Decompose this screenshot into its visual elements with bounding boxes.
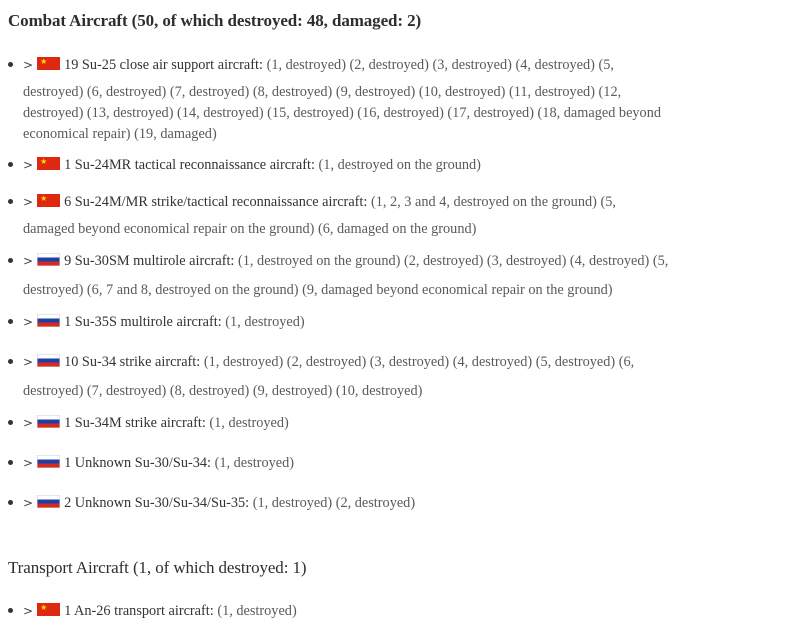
expand-arrow-icon[interactable]: > [23, 456, 34, 470]
evidence-links[interactable]: destroyed) (7, destroyed) (8, destroyed) (9, destroyed) (10, destroyed) [23, 383, 423, 399]
list-item [8, 54, 798, 144]
ru-flag-icon [37, 354, 60, 367]
evidence-links[interactable]: (1, destroyed) (2, destroyed) [252, 495, 416, 511]
evidence-links[interactable]: (1, destroyed) [225, 314, 305, 330]
ru-flag-icon [37, 253, 60, 266]
item-name: 10 Su-34 strike aircraft: [64, 354, 201, 370]
expand-arrow-icon[interactable]: > [23, 315, 34, 329]
item-name: 1 An-26 transport aircraft: [64, 603, 214, 619]
expand-arrow-icon[interactable]: > [23, 496, 34, 510]
bullet [8, 319, 13, 324]
cn-flag-icon: ★ [37, 157, 60, 170]
bullet [8, 162, 13, 167]
list-item [8, 250, 798, 300]
expand-arrow-icon[interactable]: > [23, 158, 34, 172]
evidence-links[interactable]: damaged beyond economical repair on the ground) (6, damaged on the ground) [23, 221, 477, 237]
item-name: 2 Unknown Su-30/Su-34/Su-35: [64, 495, 250, 511]
bullet [8, 420, 13, 425]
list-item [8, 351, 798, 401]
list-item [8, 191, 798, 239]
list-item [8, 311, 798, 333]
evidence-links[interactable]: destroyed) (13, destroyed) (14, destroyed) (15, destroyed) (16, destroyed) (17, destroyed) (18, damaged beyond [23, 105, 662, 121]
evidence-links[interactable]: (1, destroyed) (2, destroyed) (3, destroyed) (4, destroyed) (5, destroyed) (6, [203, 354, 635, 370]
expand-arrow-icon[interactable]: > [23, 195, 34, 209]
bullet [8, 62, 13, 67]
item-name: 6 Su-24M/MR strike/tactical reconnaissance aircraft: [64, 194, 368, 210]
evidence-links[interactable]: (1, destroyed) [214, 455, 294, 471]
bullet [8, 460, 13, 465]
list-item [8, 452, 798, 474]
evidence-links[interactable]: (1, destroyed on the ground) [318, 157, 481, 173]
evidence-links[interactable]: (1, destroyed) [217, 603, 297, 619]
evidence-links[interactable]: economical repair) (19, damaged) [23, 126, 217, 142]
ru-flag-icon [37, 415, 60, 428]
expand-arrow-icon[interactable]: > [23, 604, 34, 618]
bullet [8, 258, 13, 263]
list-item [8, 492, 798, 514]
evidence-links[interactable]: (1, 2, 3 and 4, destroyed on the ground) (5, [370, 194, 616, 210]
list-item [8, 154, 798, 176]
item-name: 1 Su-34M strike aircraft: [64, 415, 206, 431]
cn-flag-icon: ★ [37, 194, 60, 207]
item-name: 19 Su-25 close air support aircraft: [64, 57, 263, 73]
expand-arrow-icon[interactable]: > [23, 254, 34, 268]
cn-flag-icon: ★ [37, 57, 60, 70]
evidence-links[interactable]: (1, destroyed) (2, destroyed) (3, destroyed) (4, destroyed) (5, [266, 57, 614, 73]
bullet [8, 608, 13, 613]
expand-arrow-icon[interactable]: > [23, 355, 34, 369]
bullet [8, 359, 13, 364]
ru-flag-icon [37, 314, 60, 327]
expand-arrow-icon[interactable]: > [23, 416, 34, 430]
expand-arrow-icon[interactable]: > [23, 58, 34, 72]
evidence-links[interactable]: (1, destroyed on the ground) (2, destroyed) (3, destroyed) (4, destroyed) (5, [237, 253, 669, 269]
ru-flag-icon [37, 455, 60, 468]
item-name: 1 Su-35S multirole aircraft: [64, 314, 222, 330]
section-heading-combat-aircraft: Combat Aircraft (50, of which destroyed: 48, damaged: 2) [8, 11, 422, 30]
list-item [8, 600, 798, 622]
item-name: 1 Su-24MR tactical reconnaissance aircraft: [64, 157, 315, 173]
bullet [8, 500, 13, 505]
item-name: 9 Su-30SM multirole aircraft: [64, 253, 235, 269]
section-heading-transport-aircraft: Transport Aircraft (1, of which destroyed: 1) [8, 558, 307, 577]
cn-flag-icon: ★ [37, 603, 60, 616]
bullet [8, 199, 13, 204]
item-name: 1 Unknown Su-30/Su-34: [64, 455, 212, 471]
evidence-links[interactable]: destroyed) (6, destroyed) (7, destroyed) (8, destroyed) (9, destroyed) (10, destroyed) (11, destroyed) (12, [23, 84, 622, 100]
evidence-links[interactable]: (1, destroyed) [209, 415, 289, 431]
list-item [8, 412, 798, 434]
evidence-links[interactable]: destroyed) (6, 7 and 8, destroyed on the ground) (9, damaged beyond economical repair on the ground) [23, 282, 613, 298]
ru-flag-icon [37, 495, 60, 508]
